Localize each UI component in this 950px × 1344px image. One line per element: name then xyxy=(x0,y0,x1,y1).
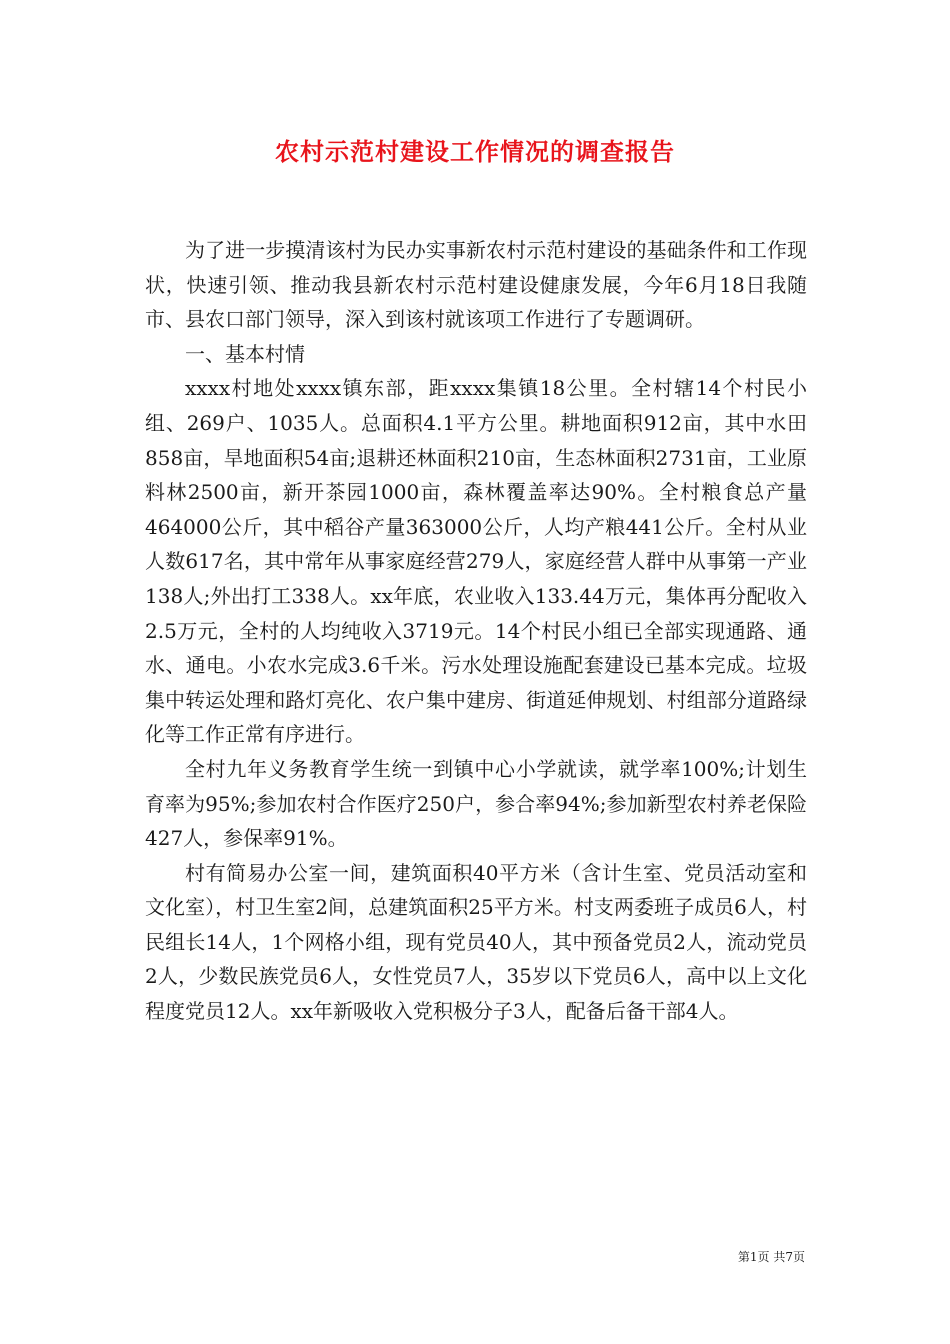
document-body xyxy=(145,233,807,1029)
paragraph-intro: 为了进一步摸清该村为民办实事新农村示范村建设的基础条件和工作现状，快速引领、推动我县新农村示范村建设健康发展，今年6月18日我随市、县农口部门领导，深入到该村就该项工作进行了专题调研。 xyxy=(145,238,807,332)
section-heading-basic-info: 一、基本村情 xyxy=(185,341,305,366)
paragraph-education-health: 全村九年义务教育学生统一到镇中心小学就读，就学率100%;计划生育率为95%;参加农村合作医疗250户，参合率94%;参加新型农村养老保险427人，参保率91%。 xyxy=(145,756,807,851)
document-title: 农村示范村建设工作情况的调查报告 xyxy=(275,137,675,166)
page-number: 第1页 共7页 xyxy=(737,1250,805,1264)
paragraph-village-overview: xxxx村地处xxxx镇东部，距xxxx集镇18公里。全村辖14个村民小组、269户、1035人。总面积4.1平方公里。耕地面积912亩，其中水田858亩，旱地面积54亩;退耕还林面积210亩，生态林面积2731亩，工业原料林2500亩，新开茶园1000亩，森林覆盖率达90%。全村粮食总产量464000公斤，其中稻谷产量363000公斤，人均产粮441公斤。全村从业人数617名，其中常年从事家庭经营279人，家庭经营人群中从事第一产业138人;外出打工338人。xx年底，农业收入133.44万元，集体再分配收入2.5万元，全村的人均纯收入3719元。14个村民小组已全部实现通路、通水、通电。小农水完成3.6千米。污水处理设施配套建设已基本完成。垃圾集中转运处理和路灯亮化、农户集中建房、街道延伸规划、村组部分道路绿化等工作正常有序进行。 xyxy=(145,376,807,747)
paragraph-party-organization: 村有简易办公室一间，建筑面积40平方米（含计生室、党员活动室和文化室），村卫生室2间，总建筑面积25平方米。村支两委班子成员6人，村民组长14人，1个网格小组，现有党员40人，其中预备党员2人，流动党员2人，少数民族党员6人，女性党员7人，35岁以下党员6人，高中以上文化程度党员12人。xx年新吸收入党积极分子3人，配备后备干部4人。 xyxy=(145,860,807,1024)
